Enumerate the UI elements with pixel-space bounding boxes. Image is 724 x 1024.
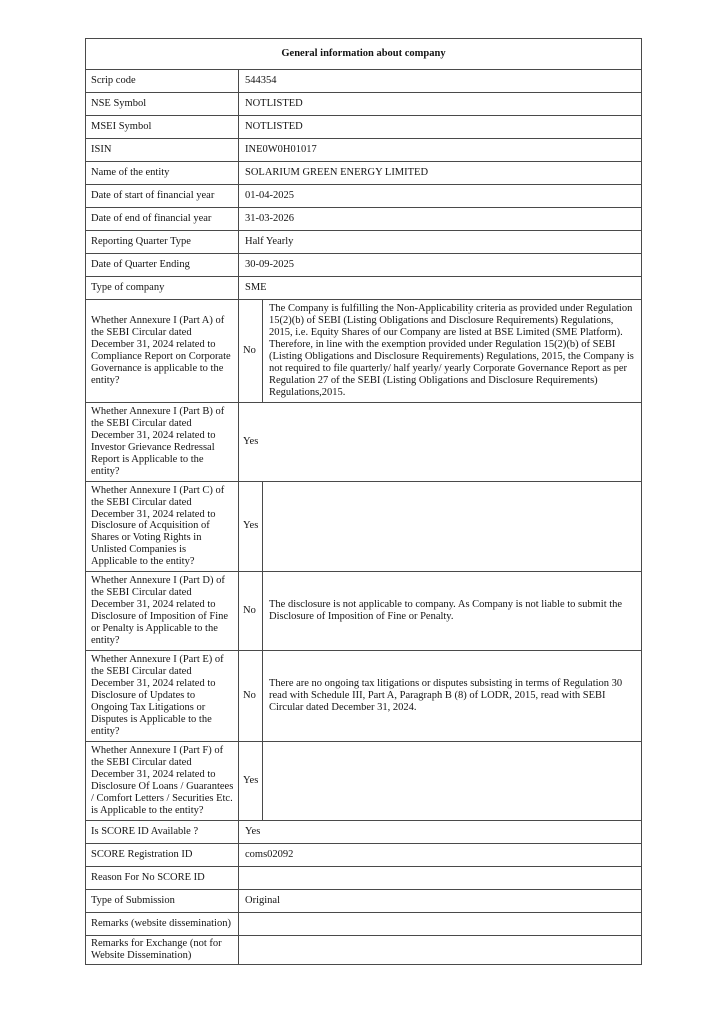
table-row-entity-name <box>86 162 642 185</box>
table-row-annexure-part-c <box>86 481 642 572</box>
table-row-scrip-code <box>86 70 642 93</box>
table-row-annexure-part-f <box>86 741 642 820</box>
row-value-reporting-quarter-type: Half Yearly <box>239 231 642 254</box>
row-label-quarter-ending-date: Date of Quarter Ending <box>86 254 239 277</box>
table-row-msei-symbol <box>86 116 642 139</box>
row-value-reason-no-score-id <box>239 866 642 889</box>
row-value-score-registration-id: coms02092 <box>239 843 642 866</box>
row-value-fy-start-date: 01-04-2025 <box>239 185 642 208</box>
remark-cell-annexure-part-a: The Company is fulfilling the Non-Applicability criteria as provided under Regulation 15(2)(b) of SEBI (Listing Obligations and Disclosure Requirements) Regulations, 2015, i.e. Equity Shares of our Company are listed at BSE Limited (SME Platform). Therefore, in line with the exemption provided under Regulation 15(2)(b) of SEBI (Listing Obligations and Disclosure Requirements) Regulations, 2015, the Company is not required to file quarterly/ half yearly/ yearly Corporate Governance Report as per Regulation 27 of the SEBI (Listing Obligations and Disclosure Requirements) Regulations,2015. <box>263 300 642 403</box>
answer-cell-annexure-part-f: Yes <box>239 741 263 820</box>
row-label-msei-symbol: MSEI Symbol <box>86 116 239 139</box>
row-value-msei-symbol: NOTLISTED <box>239 116 642 139</box>
row-value-nse-symbol: NOTLISTED <box>239 93 642 116</box>
table-row-type-of-submission <box>86 889 642 912</box>
table-row-reason-no-score-id <box>86 866 642 889</box>
row-label-nse-symbol: NSE Symbol <box>86 93 239 116</box>
table-row-quarter-ending-date <box>86 254 642 277</box>
row-label-remarks-website-dissemination: Remarks (website dissemination) <box>86 912 239 935</box>
table-row-isin <box>86 139 642 162</box>
row-label-type-of-submission: Type of Submission <box>86 889 239 912</box>
row-value-remarks-website-dissemination <box>239 912 642 935</box>
row-label-scrip-code: Scrip code <box>86 70 239 93</box>
row-label-isin: ISIN <box>86 139 239 162</box>
table-row-annexure-part-d <box>86 572 642 651</box>
table-title-row <box>86 39 642 70</box>
row-value-company-type: SME <box>239 277 642 300</box>
row-label-fy-end-date: Date of end of financial year <box>86 208 239 231</box>
row-value-type-of-submission: Original <box>239 889 642 912</box>
remark-cell-annexure-part-e: There are no ongoing tax litigations or disputes subsisting in terms of Regulation 30 read with Schedule III, Part A, Paragraph B (8) of LODR, 2015, read with SEBI Circular dated December 31, 2024. <box>263 651 642 742</box>
table-row-annexure-part-e <box>86 651 642 742</box>
row-label-entity-name: Name of the entity <box>86 162 239 185</box>
table-row-score-id-available <box>86 820 642 843</box>
remark-cell-annexure-part-d: The disclosure is not applicable to company. As Company is not liable to submit the Disclosure of Imposition of Fine or Penalty. <box>263 572 642 651</box>
row-label-remarks-for-exchange: Remarks for Exchange (not for Website Dissemination) <box>86 935 239 964</box>
answer-cell-annexure-part-d: No <box>239 572 263 651</box>
question-cell-annexure-part-c: Whether Annexure I (Part C) of the SEBI Circular dated December 31, 2024 related to Disclosure of Acquisition of Shares or Voting Rights in Unlisted Companies is Applicable to the entity? <box>86 481 239 572</box>
table-row-score-registration-id <box>86 843 642 866</box>
question-cell-annexure-part-a: Whether Annexure I (Part A) of the SEBI Circular dated December 31, 2024 related to Compliance Report on Corporate Governance is applicable to the entity? <box>86 300 239 403</box>
question-cell-annexure-part-d: Whether Annexure I (Part D) of the SEBI Circular dated December 31, 2024 related to Disclosure of Imposition of Fine or Penalty is Applicable to the entity? <box>86 572 239 651</box>
row-label-reporting-quarter-type: Reporting Quarter Type <box>86 231 239 254</box>
table-row-remarks-website-dissemination <box>86 912 642 935</box>
question-cell-annexure-part-e: Whether Annexure I (Part E) of the SEBI Circular dated December 31, 2024 related to Disclosure of Updates to Ongoing Tax Litigations or Disputes is Applicable to the entity? <box>86 651 239 742</box>
row-value-entity-name: SOLARIUM GREEN ENERGY LIMITED <box>239 162 642 185</box>
answer-cell-annexure-part-e: No <box>239 651 263 742</box>
answer-cell-annexure-part-c: Yes <box>239 481 263 572</box>
table-row-fy-end-date <box>86 208 642 231</box>
row-label-company-type: Type of company <box>86 277 239 300</box>
row-value-score-id-available: Yes <box>239 820 642 843</box>
general-info-table <box>85 38 642 965</box>
answer-cell-annexure-part-b: Yes <box>239 402 642 481</box>
answer-cell-annexure-part-a: No <box>239 300 263 403</box>
question-cell-annexure-part-f: Whether Annexure I (Part F) of the SEBI Circular dated December 31, 2024 related to Disclosure Of Loans / Guarantees / Comfort Letters / Securities Etc. is Applicable to the entity? <box>86 741 239 820</box>
table-row-fy-start-date <box>86 185 642 208</box>
table-row-nse-symbol <box>86 93 642 116</box>
remark-cell-annexure-part-f <box>263 741 642 820</box>
row-value-scrip-code: 544354 <box>239 70 642 93</box>
question-cell-annexure-part-b: Whether Annexure I (Part B) of the SEBI Circular dated December 31, 2024 related to Investor Grievance Redressal Report is Applicable to the entity? <box>86 402 239 481</box>
table-row-company-type <box>86 277 642 300</box>
row-label-fy-start-date: Date of start of financial year <box>86 185 239 208</box>
row-value-fy-end-date: 31-03-2026 <box>239 208 642 231</box>
row-label-reason-no-score-id: Reason For No SCORE ID <box>86 866 239 889</box>
table-row-reporting-quarter-type <box>86 231 642 254</box>
filing-document <box>85 38 641 965</box>
row-label-score-registration-id: SCORE Registration ID <box>86 843 239 866</box>
table-row-remarks-for-exchange <box>86 935 642 964</box>
table-title: General information about company <box>86 39 642 70</box>
table-row-annexure-part-b <box>86 402 642 481</box>
general-info-table-body <box>86 39 642 965</box>
row-value-isin: INE0W0H01017 <box>239 139 642 162</box>
remark-cell-annexure-part-c <box>263 481 642 572</box>
row-value-remarks-for-exchange <box>239 935 642 964</box>
row-label-score-id-available: Is SCORE ID Available ? <box>86 820 239 843</box>
row-value-quarter-ending-date: 30-09-2025 <box>239 254 642 277</box>
table-row-annexure-part-a <box>86 300 642 403</box>
